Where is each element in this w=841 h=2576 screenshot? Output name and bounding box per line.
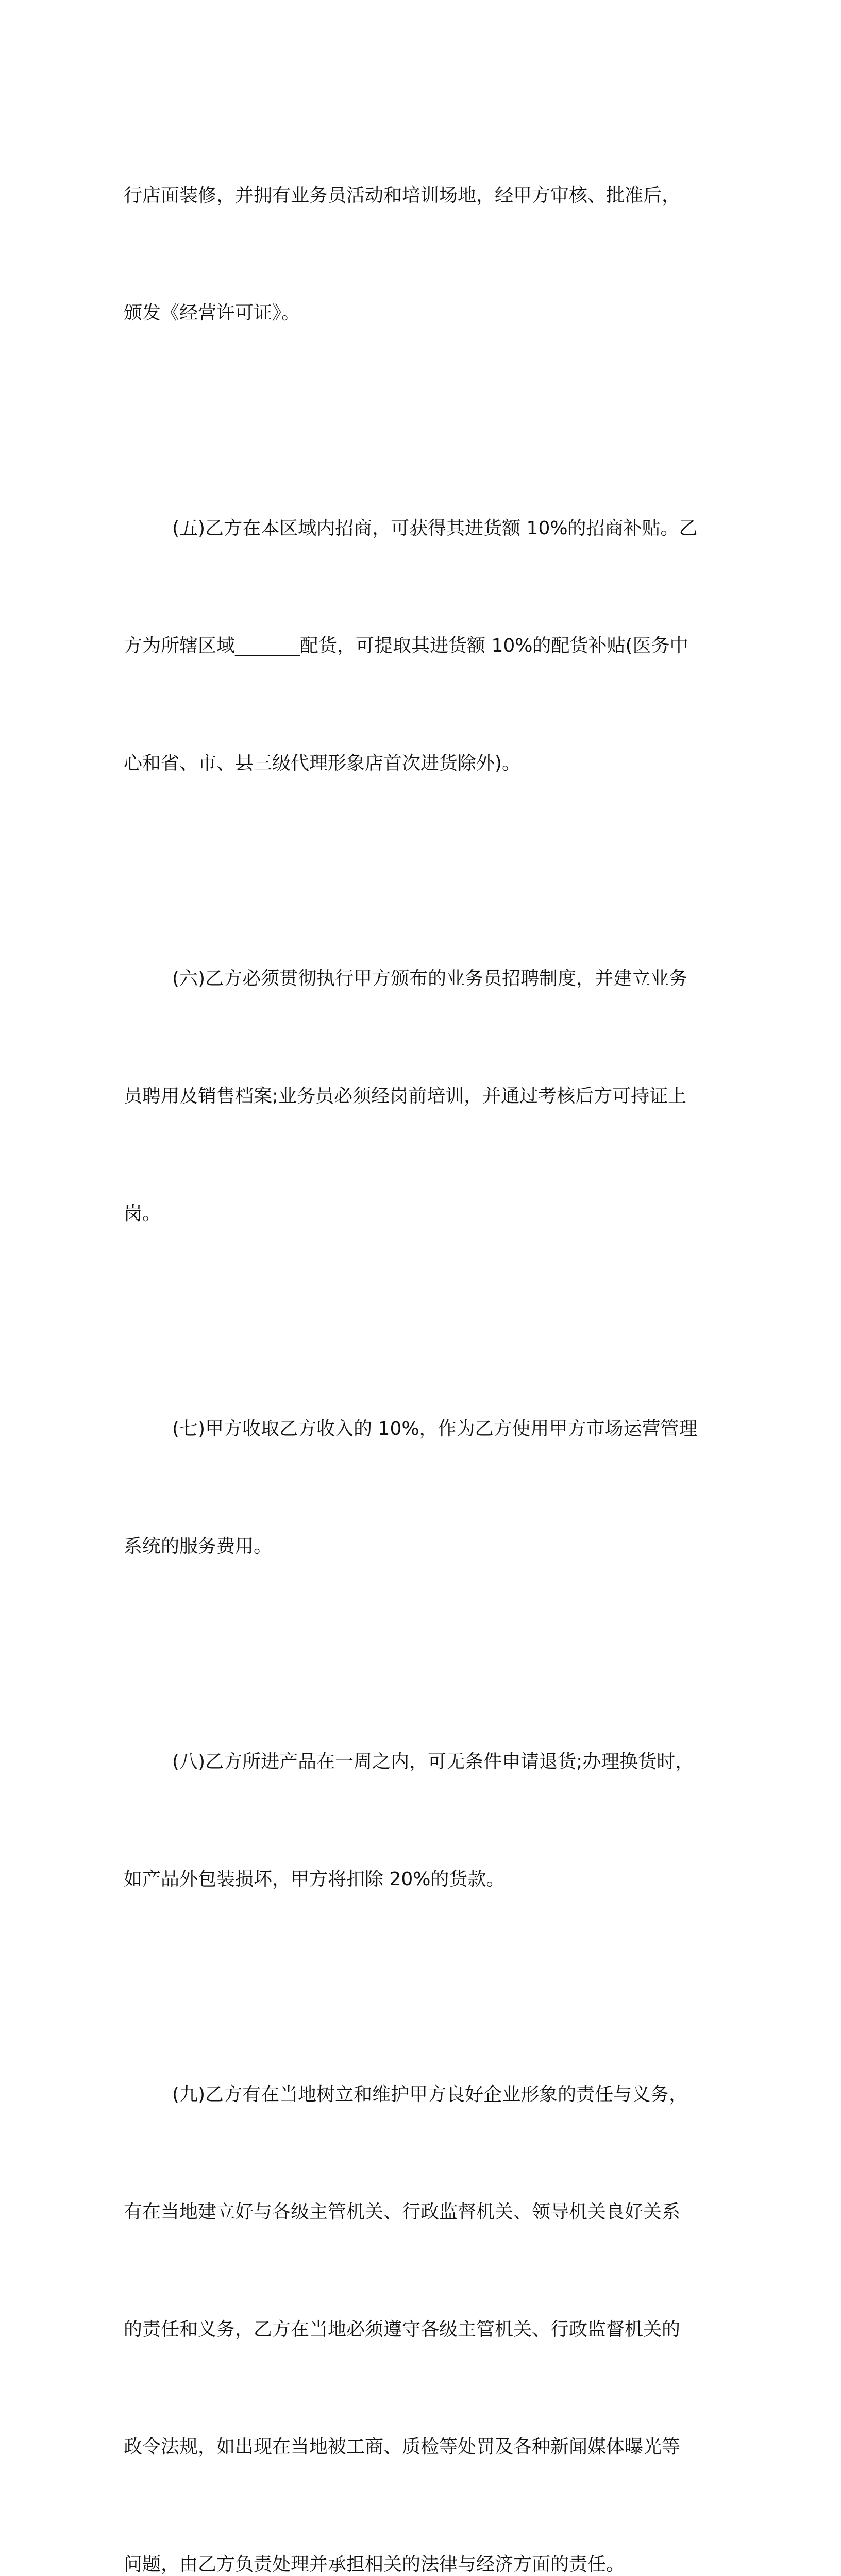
clause-9 xyxy=(124,1997,716,2576)
text-line: 颁发《经营许可证》。 xyxy=(124,302,300,324)
text-line-content: (五)乙方在本区域内招商，可获得其进货额 10%的招商补贴。乙 xyxy=(172,518,698,539)
text-line: 系统的服务费用。 xyxy=(124,1536,273,1557)
text-line xyxy=(124,2075,716,2114)
text-line: 政令法规，如出现在当地被工商、质检等处罚及各种新闻媒体曝光等 xyxy=(124,2436,681,2458)
text-line xyxy=(124,959,716,998)
clause-7 xyxy=(124,1331,716,1645)
text-line-content: (八)乙方所进产品在一周之内，可无条件申请退货;办理换货时， xyxy=(172,1751,694,1772)
text-line: 有在当地建立好与各级主管机关、行政监督机关、领导机关良好关系 xyxy=(124,2201,681,2223)
text-line xyxy=(124,1742,716,1782)
text-line: 岗。 xyxy=(124,1203,161,1224)
text-line: 问题，由乙方负责处理并承担相关的法律与经济方面的责任。 xyxy=(124,2554,625,2575)
text-line-content: (九)乙方有在当地树立和维护甲方良好企业形象的责任与义务， xyxy=(172,2084,688,2105)
text-line-content: (七)甲方收取乙方收入的 10%，作为乙方使用甲方市场运营管理 xyxy=(172,1418,698,1439)
text-line xyxy=(124,509,716,548)
clause-5 xyxy=(124,431,716,861)
text-line: 行店面装修，并拥有业务员活动和培训场地，经甲方审核、批准后， xyxy=(124,185,681,206)
text-line: 心和省、市、县三级代理形象店首次进货除外)。 xyxy=(124,753,521,774)
text-line: 员聘用及销售档案;业务员必须经岗前培训，并通过考核后方可持证上 xyxy=(124,1086,687,1107)
clause-8 xyxy=(124,1664,716,1977)
clause-6 xyxy=(124,881,716,1312)
text-line: 方为所辖区域_______配货，可提取其进货额 10%的配货补贴(医务中 xyxy=(124,635,688,656)
document-body xyxy=(124,98,716,2576)
text-line: 如产品外包装损坏，甲方将扣除 20%的货款。 xyxy=(124,1869,505,1890)
text-line: 的责任和义务，乙方在当地必须遵守各级主管机关、行政监督机关的 xyxy=(124,2319,681,2340)
text-line xyxy=(124,1410,716,1449)
paragraph-continuation xyxy=(124,98,716,411)
text-line-content: (六)乙方必须贯彻执行甲方颁布的业务员招聘制度，并建立业务 xyxy=(172,968,688,989)
